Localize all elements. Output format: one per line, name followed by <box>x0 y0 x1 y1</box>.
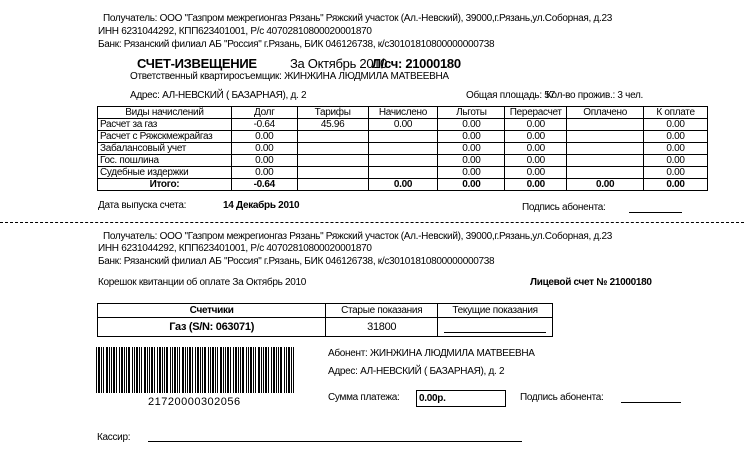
barcode-bar <box>223 347 224 393</box>
charge-value <box>567 143 644 155</box>
barcode-bar <box>263 347 264 393</box>
barcode-bar <box>170 347 171 393</box>
stub-caption: Корешок квитанции об оплате За Октябрь 2010 <box>98 277 307 288</box>
amount-field[interactable]: 0.00р. <box>416 390 506 407</box>
charge-value <box>297 131 368 143</box>
amount-label: Сумма платежа: <box>328 392 400 403</box>
meters-table <box>97 303 553 337</box>
charge-value <box>644 155 708 167</box>
stub-signature-line[interactable] <box>621 402 681 403</box>
cut-line <box>0 222 744 223</box>
barcode-bar <box>134 347 135 393</box>
charges-table <box>97 106 708 191</box>
barcode-bar <box>189 347 191 393</box>
cell-text: 0.00 <box>666 167 685 178</box>
stub-recipient-line: Получатель: ООО "Газпром межрегионгаз Рязань" Ряжский участок (Ал.-Невский), 39000,г.Рязань,ул.Соборная, д.23 <box>103 231 613 242</box>
charge-type <box>98 167 232 179</box>
charge-value <box>567 167 644 179</box>
total-cell: 0.00 <box>644 179 708 191</box>
barcode-bar <box>103 347 104 393</box>
tenant: Ответственный квартиросъемщик: ЖИНЖИНА ЛЮДМИЛА МАТВЕЕВНА <box>130 71 449 82</box>
meter-name: Газ (S/N: 063071) <box>98 318 326 337</box>
barcode-bar <box>250 347 252 393</box>
barcode-bar <box>253 347 254 393</box>
cell-text: 0.00 <box>255 167 274 178</box>
barcode-bar <box>217 347 218 393</box>
cell-text: 45.96 <box>320 119 345 130</box>
barcode-bar <box>215 347 216 393</box>
issue-date: 14 Декабрь 2010 <box>223 200 300 211</box>
barcode-bar <box>174 347 176 393</box>
barcode-bar <box>291 347 292 393</box>
subscriber: Абонент: ЖИНЖИНА ЛЮДМИЛА МАТВЕЕВНА <box>328 348 535 359</box>
charge-type <box>98 155 232 167</box>
signature-label: Подпись абонента: <box>522 202 606 213</box>
barcode-bar <box>139 347 140 393</box>
barcode-bar <box>116 347 117 393</box>
barcode-bar <box>154 347 155 393</box>
table-row <box>98 155 708 167</box>
barcode-bar <box>132 347 133 393</box>
charge-value <box>567 155 644 167</box>
column-header: Счетчики <box>98 304 326 318</box>
charge-value <box>231 155 297 167</box>
signature-line[interactable] <box>629 212 682 213</box>
barcode-bar <box>288 347 290 393</box>
barcode-bar <box>172 347 173 393</box>
charge-value <box>438 131 505 143</box>
barcode-bar <box>121 347 123 393</box>
issue-date-label: Дата выпуска счета: <box>98 200 187 211</box>
stub-account: Лицевой счет № 21000180 <box>530 277 652 288</box>
charge-value <box>644 143 708 155</box>
barcode-bar <box>230 347 231 393</box>
barcode-bar <box>258 347 260 393</box>
charge-value <box>297 119 368 131</box>
cell-text: Расчет с Ряжскмежрайгаз <box>100 131 213 142</box>
table-row <box>98 131 708 143</box>
barcode-bar <box>136 347 138 393</box>
barcode-bar <box>96 347 97 393</box>
charge-value <box>644 131 708 143</box>
recipient-line: Получатель: ООО "Газпром межрегионгаз Рязань" Ряжский участок (Ал.-Невский), 39000,г.Рязань,ул.Соборная, д.23 <box>103 13 613 24</box>
cell-text: 0.00 <box>255 131 274 142</box>
barcode-bar <box>208 347 209 393</box>
charge-value <box>231 119 297 131</box>
cashier-signature-line[interactable] <box>148 441 522 442</box>
column-header: Перерасчет <box>505 107 567 119</box>
barcode-bar <box>293 347 294 393</box>
charge-value <box>505 119 567 131</box>
barcode-bar <box>128 347 130 393</box>
table-header-row <box>98 107 708 119</box>
column-header: Льготы <box>438 107 505 119</box>
total-cell: Итого: <box>98 179 232 191</box>
cell-text: 0.00 <box>526 143 545 154</box>
barcode-bar <box>227 347 229 393</box>
cell-text: 0.00 <box>666 143 685 154</box>
barcode-bar <box>157 347 158 393</box>
column-header: Старые показания <box>326 304 438 318</box>
cell-text: -0.64 <box>253 119 275 130</box>
barcode-bar <box>109 347 110 393</box>
cell-text: 0.00 <box>462 131 481 142</box>
barcode-bar <box>197 347 199 393</box>
barcode-bar <box>265 347 267 393</box>
barcode <box>96 347 298 393</box>
charge-value <box>368 167 438 179</box>
barcode-bar <box>268 347 269 393</box>
current-reading-input[interactable] <box>438 318 553 337</box>
barcode-bar <box>233 347 234 393</box>
barcode-bar <box>106 347 108 393</box>
barcode-bar <box>276 347 277 393</box>
barcode-bar <box>261 347 262 393</box>
charge-value <box>505 143 567 155</box>
column-header: Начислено <box>368 107 438 119</box>
column-header: Текущие показания <box>438 304 553 318</box>
cell-text: 0.00 <box>666 131 685 142</box>
barcode-bar <box>119 347 120 393</box>
meter-row <box>98 318 553 337</box>
charge-value <box>438 143 505 155</box>
charge-value <box>297 167 368 179</box>
barcode-bar <box>200 347 201 393</box>
table-row <box>98 167 708 179</box>
column-header: Тарифы <box>297 107 368 119</box>
barcode-bar <box>113 347 115 393</box>
total-cell: -0.64 <box>231 179 297 191</box>
charge-value <box>231 167 297 179</box>
barcode-bar <box>202 347 203 393</box>
stub-bank-line: Банк: Рязанский филиал АБ "Россия" г.Рязань, БИК 046126738, к/с30101810800000000738 <box>98 256 495 267</box>
charge-value <box>297 155 368 167</box>
charge-value <box>368 143 438 155</box>
stub-inn-line: ИНН 6231044292, КПП623401001, Р/с 40702810800020001870 <box>98 243 372 254</box>
barcode-bar <box>220 347 222 393</box>
barcode-bar <box>225 347 226 393</box>
charge-value <box>297 143 368 155</box>
barcode-bar <box>235 347 237 393</box>
column-header: Виды начислений <box>98 107 232 119</box>
barcode-bar <box>246 347 247 393</box>
column-header: Долг <box>231 107 297 119</box>
cell-text: 0.00 <box>462 119 481 130</box>
charge-value <box>505 131 567 143</box>
cell-text: 0.00 <box>666 119 685 130</box>
barcode-bar <box>210 347 211 393</box>
stub-signature-label: Подпись абонента: <box>520 392 604 403</box>
barcode-bar <box>273 347 275 393</box>
barcode-bar <box>166 347 168 393</box>
barcode-bar <box>144 347 146 393</box>
cell-text: Гос. пошлина <box>100 155 159 166</box>
barcode-bar <box>151 347 153 393</box>
charge-value <box>644 119 708 131</box>
barcode-bar <box>238 347 239 393</box>
cell-text: 0.00 <box>462 143 481 154</box>
charge-value <box>438 119 505 131</box>
barcode-bar <box>242 347 244 393</box>
table-row <box>98 119 708 131</box>
cell-text: 0.00 <box>393 119 413 130</box>
charge-value <box>368 155 438 167</box>
barcode-bar <box>126 347 127 393</box>
barcode-bar <box>195 347 196 393</box>
barcode-number: 21720000302056 <box>148 396 241 408</box>
barcode-bar <box>280 347 282 393</box>
total-cell: 0.00 <box>368 179 438 191</box>
meters-header-row <box>98 304 553 318</box>
total-row <box>98 179 708 191</box>
period: За Октябрь 2010 <box>290 56 388 71</box>
barcode-bar <box>101 347 102 393</box>
barcode-bar <box>240 347 241 393</box>
stub-address: Адрес: АЛ-НЕВСКИЙ ( БАЗАРНАЯ), д. 2 <box>328 366 505 377</box>
barcode-bar <box>164 347 165 393</box>
current-reading-line[interactable] <box>444 332 546 333</box>
cell-text: 0.00 <box>255 143 274 154</box>
bank-line: Банк: Рязанский филиал АБ "Россия" г.Рязань, БИК 046126738, к/с30101810800000000738 <box>98 39 495 50</box>
barcode-bar <box>212 347 214 393</box>
charge-value <box>231 143 297 155</box>
cell-text: 0.00 <box>462 167 481 178</box>
inn-line: ИНН 6231044292, КПП623401001, Р/с 40702810800020001870 <box>98 26 372 37</box>
barcode-bar <box>159 347 161 393</box>
charge-value <box>438 167 505 179</box>
column-header: К оплате <box>644 107 708 119</box>
charge-value <box>438 155 505 167</box>
charge-value <box>368 131 438 143</box>
cell-text: 0.00 <box>526 155 545 166</box>
cell-text: 0.00 <box>526 131 545 142</box>
charge-type <box>98 119 232 131</box>
cell-text: Забалансовый учет <box>100 143 187 154</box>
column-header: Оплачено <box>567 107 644 119</box>
barcode-bar <box>182 347 184 393</box>
account-number: Л/сч: 21000180 <box>372 56 461 71</box>
charge-value <box>231 131 297 143</box>
barcode-bar <box>187 347 188 393</box>
total-cell: 0.00 <box>438 179 505 191</box>
barcode-bar <box>185 347 186 393</box>
cell-text: 0.00 <box>666 155 685 166</box>
barcode-bar <box>248 347 249 393</box>
address: Адрес: АЛ-НЕВСКИЙ ( БАЗАРНАЯ), д. 2 <box>130 90 307 101</box>
cell-text: Расчет за газ <box>100 119 158 130</box>
charge-type <box>98 131 232 143</box>
charge-type <box>98 143 232 155</box>
total-cell <box>297 179 368 191</box>
barcode-bar <box>271 347 272 393</box>
cashier-label: Кассир: <box>97 432 131 443</box>
total-area: Общая площадь: 57 <box>466 90 555 101</box>
charge-value <box>644 167 708 179</box>
barcode-bar <box>162 347 163 393</box>
barcode-bar <box>255 347 256 393</box>
table-row <box>98 143 708 155</box>
residents-count: Кол-во прожив.: 3 чел. <box>546 90 644 101</box>
cell-text: 0.00 <box>462 155 481 166</box>
barcode-bar <box>192 347 193 393</box>
cell-text: 0.00 <box>526 119 545 130</box>
barcode-bar <box>284 347 285 393</box>
barcode-bar <box>141 347 142 393</box>
charge-value <box>505 167 567 179</box>
old-reading: 31800 <box>326 318 438 337</box>
barcode-bar <box>149 347 150 393</box>
cell-text: 0.00 <box>255 155 274 166</box>
charge-value <box>567 119 644 131</box>
charge-value <box>505 155 567 167</box>
charge-value <box>368 119 438 131</box>
total-cell: 0.00 <box>505 179 567 191</box>
barcode-bar <box>111 347 112 393</box>
barcode-bar <box>147 347 148 393</box>
barcode-bar <box>177 347 178 393</box>
barcode-bar <box>286 347 287 393</box>
barcode-bar <box>124 347 125 393</box>
cell-text: 0.00 <box>526 167 545 178</box>
cell-text: Судебные издержки <box>100 167 189 178</box>
barcode-bar <box>204 347 206 393</box>
barcode-bar <box>278 347 279 393</box>
charge-value <box>567 131 644 143</box>
barcode-bar <box>98 347 100 393</box>
total-cell: 0.00 <box>567 179 644 191</box>
barcode-bar <box>179 347 180 393</box>
document-title: СЧЕТ-ИЗВЕЩЕНИЕ <box>137 56 257 71</box>
